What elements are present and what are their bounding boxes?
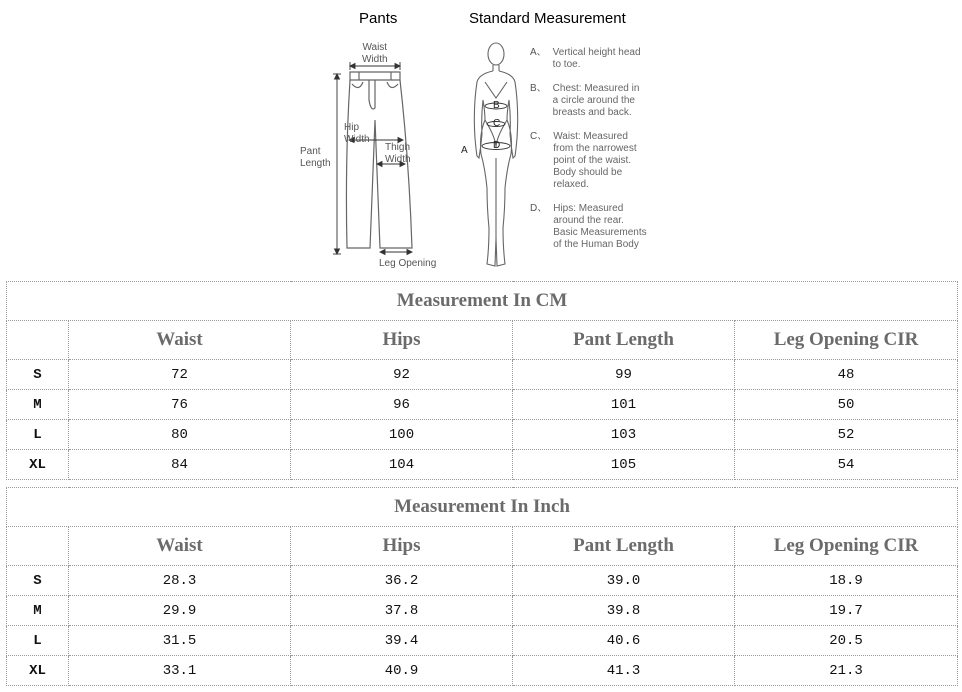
waist-value: 28.3 — [69, 566, 291, 596]
leg-opening-value: 48 — [735, 360, 958, 390]
hips-value: 36.2 — [291, 566, 513, 596]
hips-value: 40.9 — [291, 656, 513, 686]
chest-marker-b: B — [493, 100, 500, 111]
note-c-text: Waist: Measured from the narrowest point of the waist. Body should be relaxed. — [553, 131, 637, 190]
table-row — [7, 596, 958, 626]
table-row — [7, 390, 958, 420]
table-row — [7, 626, 958, 656]
note-a-text: Vertical height head to toe. — [552, 47, 641, 70]
hip-marker-d: D — [493, 140, 501, 151]
hips-value: 92 — [291, 360, 513, 390]
note-a — [530, 47, 663, 71]
note-b-text: Chest: Measured in a circle around the breasts and back. — [552, 83, 640, 118]
table-row — [7, 656, 958, 686]
leg-opening-value: 52 — [735, 420, 958, 450]
hips-value: 37.8 — [291, 596, 513, 626]
waist-value: 80 — [69, 420, 291, 450]
body-illustration — [465, 38, 527, 274]
height-marker-a: A — [461, 145, 468, 156]
header-leg-opening: Leg Opening CIR — [735, 321, 958, 360]
pant-length-value: 103 — [513, 420, 735, 450]
standard-measurement-heading: Standard Measurement — [469, 10, 626, 27]
header-waist: Waist — [69, 321, 291, 360]
leg-opening-label: Leg Opening — [379, 258, 437, 269]
waist-value: 29.9 — [69, 596, 291, 626]
hips-value: 39.4 — [291, 626, 513, 656]
waist-value: 76 — [69, 390, 291, 420]
size-label: M — [7, 390, 69, 420]
waist-value: 72 — [69, 360, 291, 390]
table-row — [7, 450, 958, 480]
pant-length-value: 39.0 — [513, 566, 735, 596]
table-header-row — [7, 527, 958, 566]
hips-value: 100 — [291, 420, 513, 450]
measurement-diagram — [0, 0, 962, 280]
leg-opening-value: 50 — [735, 390, 958, 420]
table-row — [7, 420, 958, 450]
size-label: S — [7, 566, 69, 596]
leg-opening-value: 20.5 — [735, 626, 958, 656]
table-row — [7, 360, 958, 390]
leg-opening-value: 54 — [735, 450, 958, 480]
pant-length-value: 40.6 — [513, 626, 735, 656]
header-size — [7, 527, 69, 566]
leg-opening-value: 18.9 — [735, 566, 958, 596]
pant-length-value: 101 — [513, 390, 735, 420]
hips-value: 96 — [291, 390, 513, 420]
note-b — [530, 83, 663, 119]
note-a-label: A、 — [530, 47, 547, 58]
waist-width-label: Waist Width — [362, 42, 388, 65]
pant-length-label: Pant Length — [300, 146, 331, 169]
table-title-row — [7, 488, 958, 527]
size-label: L — [7, 420, 69, 450]
thigh-width-label: Thigh Width — [385, 142, 411, 165]
leg-opening-value: 21.3 — [735, 656, 958, 686]
note-d-label: D、 — [530, 203, 548, 214]
table-title-inch: Measurement In Inch — [7, 488, 958, 527]
waist-value: 31.5 — [69, 626, 291, 656]
pant-length-value: 99 — [513, 360, 735, 390]
header-waist: Waist — [69, 527, 291, 566]
waist-value: 33.1 — [69, 656, 291, 686]
size-label: M — [7, 596, 69, 626]
header-hips: Hips — [291, 321, 513, 360]
hip-width-label: Hip Width — [344, 122, 370, 145]
header-size — [7, 321, 69, 360]
size-label: XL — [7, 450, 69, 480]
header-leg-opening: Leg Opening CIR — [735, 527, 958, 566]
note-d — [530, 203, 663, 251]
table-title-cm: Measurement In CM — [7, 282, 958, 321]
note-c — [530, 131, 663, 191]
size-label: L — [7, 626, 69, 656]
pant-length-value: 39.8 — [513, 596, 735, 626]
size-label: XL — [7, 656, 69, 686]
pant-length-value: 41.3 — [513, 656, 735, 686]
table-title-row — [7, 282, 958, 321]
header-pant-length: Pant Length — [513, 527, 735, 566]
header-hips: Hips — [291, 527, 513, 566]
size-table-inch — [6, 487, 958, 686]
pant-length-value: 105 — [513, 450, 735, 480]
size-label: S — [7, 360, 69, 390]
pants-heading: Pants — [359, 10, 398, 27]
note-b-label: B、 — [530, 83, 547, 94]
waist-marker-c: C — [493, 118, 501, 129]
waist-value: 84 — [69, 450, 291, 480]
header-pant-length: Pant Length — [513, 321, 735, 360]
note-d-text: Hips: Measured around the rear. Basic Measurements of the Human Body — [553, 203, 647, 250]
size-table-cm — [6, 281, 958, 480]
hips-value: 104 — [291, 450, 513, 480]
note-c-label: C、 — [530, 131, 548, 142]
table-row — [7, 566, 958, 596]
table-header-row — [7, 321, 958, 360]
leg-opening-value: 19.7 — [735, 596, 958, 626]
